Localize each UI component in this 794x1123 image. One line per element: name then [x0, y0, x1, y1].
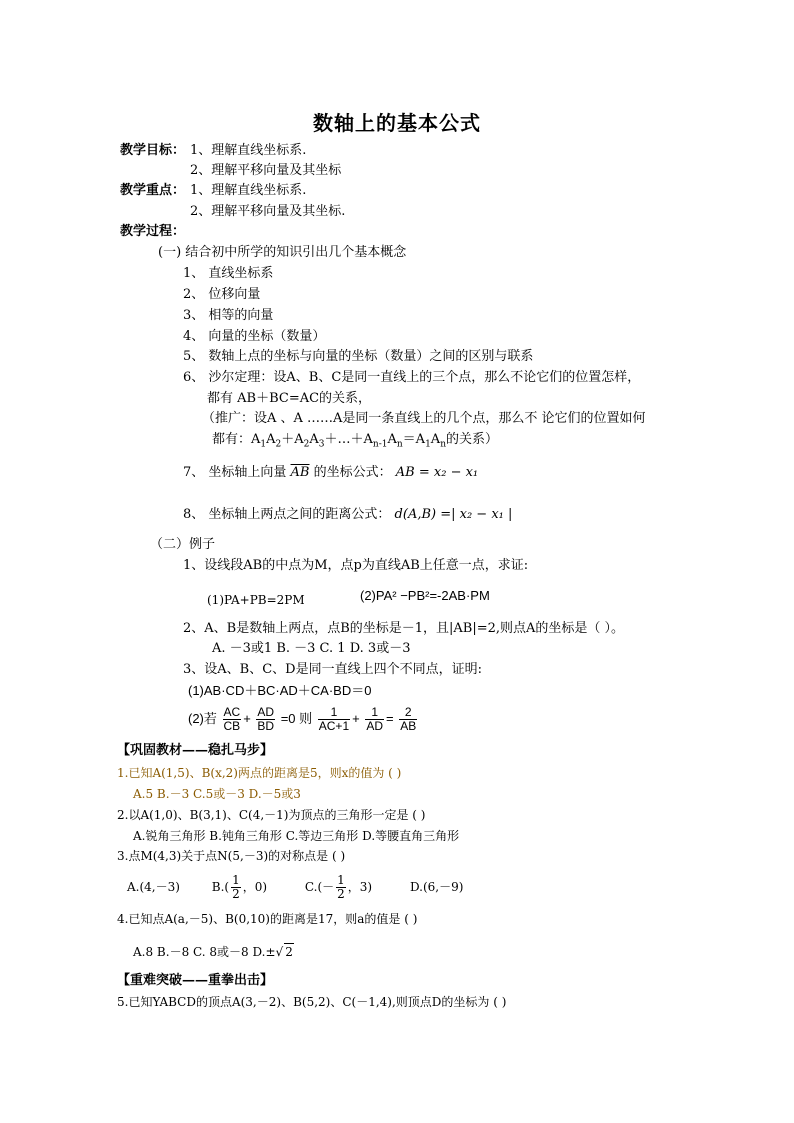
- chasles-general-formula: $A_1A_2+A_2A_3+\dots+A_{n-1}A_n=A_1A_n$: [251, 432, 446, 450]
- concept-4: 4、 向量的坐标（数量）: [183, 329, 326, 344]
- concept-7: [183, 465, 478, 481]
- example-3: 3、设A、B、C、D是同一直线上四个不同点，证明:: [183, 662, 482, 677]
- concept-2: 2、 位移向量: [183, 287, 261, 302]
- question-3: 3.点M(4,3)关于点N(5,－3)的对称点是 ( ): [117, 849, 346, 863]
- concept-6d: [212, 432, 498, 453]
- example-3-part-2: (2)若 $\frac{AC}{CB}$ + $\frac{AD}{BD}$ =0 则 $\frac{1}{AC+1}$ + $\frac{1}{AD}$ = $\frac{2}{AB}$: [188, 705, 417, 733]
- focus-item-1: 1、理解直线坐标系.: [190, 183, 307, 198]
- q3-option-a: A.(4,－3): [127, 880, 180, 894]
- goals-item-1: 1、理解直线坐标系.: [190, 143, 307, 158]
- concept-8: [183, 507, 512, 523]
- concept-8-prefix: 8、 坐标轴上两点之间的距离公式：: [183, 507, 391, 522]
- distance-formula: d(A,B) =| x₂ − x₁ |: [394, 507, 513, 522]
- fraction-2-ab: $\frac{2}{AB}$: [400, 705, 417, 733]
- q3-option-c-prefix: C.(－: [304, 880, 335, 894]
- sqrt-sign-icon: √: [275, 945, 284, 959]
- section-consolidate: 【巩固教材——稳扎马步】: [117, 743, 274, 758]
- fraction-ac-cb: $\frac{AC}{CB}$: [223, 705, 241, 733]
- vector-ab: $\overline{AB}$: [290, 465, 310, 480]
- question-4-options: [133, 943, 294, 960]
- example-2: 2、A、B是数轴上两点，点B的坐标是－1，且|AB|=2,则点A的坐标是（ ）。: [183, 621, 625, 636]
- fraction-1-ac1: $\frac{1}{AC+1}$: [318, 705, 350, 733]
- concept-3: 3、 相等的向量: [183, 308, 274, 323]
- concept-6d-suffix: 的关系）: [445, 432, 498, 447]
- concept-6a: 6、 沙尔定理：设A、B、C是同一直线上的三个点，那么不论它们的位置怎样，: [183, 370, 641, 385]
- example-3-part-2-prefix: (2)若: [188, 710, 217, 726]
- q3-option-b-prefix: B.(: [211, 880, 230, 894]
- example-2-options: A. －3或1 B. －3 C. 1 D. 3或－3: [212, 641, 411, 656]
- example-1-part-b: (2)PA² −PB²=-2AB·PM: [360, 588, 490, 603]
- concept-7-prefix: 7、 坐标轴上向量: [183, 465, 287, 480]
- example-1-part-a: (1)PA+PB=2PM: [207, 593, 305, 607]
- question-4: 4.已知点A(a,－5)、B(0,10)的距离是17，则a的值是 ( ): [117, 912, 418, 926]
- q3-fraction-b: $\frac{1}{2}$: [232, 873, 240, 901]
- example-1: 1、设线段AB的中点为M，点p为直线AB上任意一点，求证:: [183, 558, 529, 573]
- question-2-options: A.锐角三角形 B.钝角三角形 C.等边三角形 D.等腰直角三角形: [133, 829, 460, 843]
- section-breakthrough: 【重难突破——重拳出击】: [117, 973, 274, 988]
- question-1: 1.已知A(1,5)、B(x,2)两点的距离是5，则x的值为 ( ): [117, 766, 402, 780]
- question-1-options: A.5 B.－3 C.5或－3 D.－5或3: [133, 787, 301, 801]
- question-2: 2.以A(1,0)、B(3,1)、C(4,－1)为顶点的三角形一定是 ( ): [117, 808, 426, 822]
- goals-label: 教学目标：: [120, 143, 186, 158]
- q3-option-d: D.(6,－9): [409, 880, 464, 894]
- example-3-part-2-mid: =0 则: [280, 710, 313, 726]
- concept-6d-prefix: 都有：: [212, 432, 252, 447]
- goals-item-2: 2、理解平移向量及其坐标: [190, 163, 342, 178]
- q3-option-c-suffix: ，3): [347, 880, 373, 894]
- concept-1: 1、 直线坐标系: [183, 266, 274, 281]
- vector-coordinate-formula: AB = x₂ − x₁: [395, 465, 479, 480]
- process-label: 教学过程：: [120, 224, 186, 239]
- fraction-1-ad: $\frac{1}{AD}$: [366, 705, 384, 733]
- q4-options-text: A.8 B.－8 C. 8或－8 D.±: [133, 945, 276, 959]
- concept-6c: （推广：设A 、A ……A是同一条直线上的几个点，那么不 论它们的位置如何: [202, 411, 646, 426]
- q3-option-b-suffix: ，0): [242, 880, 268, 894]
- concept-7-mid: 的坐标公式：: [313, 465, 392, 480]
- part2-heading: （二）例子: [150, 537, 216, 552]
- concept-5: 5、 数轴上点的坐标与向量的坐标（数量）之间的区别与联系: [183, 349, 534, 364]
- example-3-part-1: (1)AB·CD＋BC·AD＋CA·BD＝0: [188, 683, 372, 698]
- part1-heading: (一) 结合初中所学的知识引出几个基本概念: [158, 245, 407, 260]
- question-3-options: [127, 872, 463, 902]
- q3-fraction-c: $\frac{1}{2}$: [337, 873, 345, 901]
- q4-root-value: 2: [285, 945, 293, 959]
- page-title: 数轴上的基本公式: [313, 111, 481, 135]
- focus-label: 教学重点：: [120, 183, 186, 198]
- focus-item-2: 2、理解平移向量及其坐标.: [190, 204, 346, 219]
- question-5: 5.已知YABCD的顶点A(3,－2)、B(5,2)、C(－1,4),则顶点D的坐标为 ( ): [117, 995, 507, 1009]
- fraction-ad-bd: $\frac{AD}{BD}$: [257, 705, 275, 733]
- concept-6b: 都有 AB＋BC=AC的关系，: [207, 391, 372, 406]
